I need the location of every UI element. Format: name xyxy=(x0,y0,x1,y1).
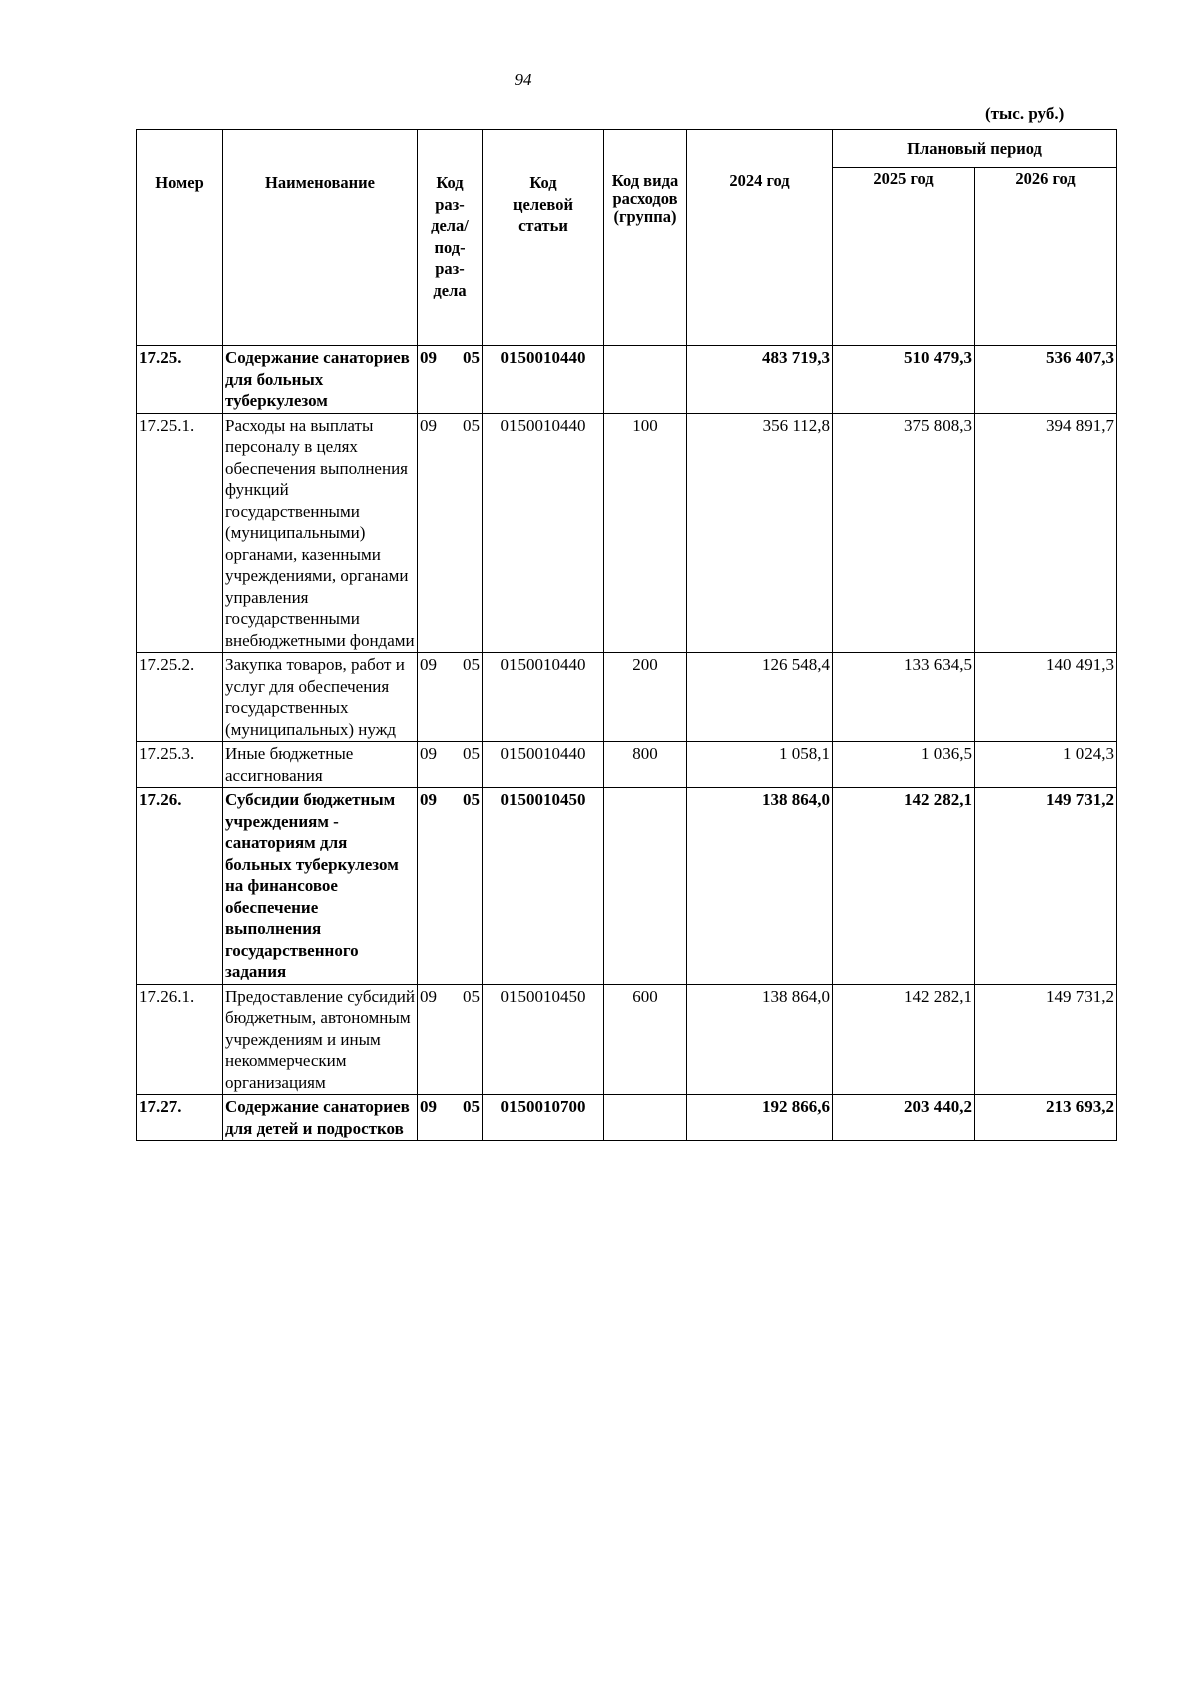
row-podrazdel: 05 xyxy=(463,348,480,367)
row-podrazdel: 05 xyxy=(463,655,480,674)
row-podrazdel: 05 xyxy=(463,986,480,1006)
row-section-code xyxy=(418,984,483,1095)
row-name: Расходы на выплаты персоналу в целях обеспечения выполнения функций государственными (муниципальными) органами, казенными учреждениями, органами управления государственными внебюджетными фондами xyxy=(223,413,418,653)
page-number: 94 xyxy=(514,70,532,89)
row-value-2025: 142 282,1 xyxy=(833,984,975,1095)
row-value-2025: 375 808,3 xyxy=(833,413,975,653)
row-target-code: 0150010440 xyxy=(483,742,604,788)
table-row xyxy=(137,788,1117,985)
table-row xyxy=(137,742,1117,788)
row-expense-type xyxy=(604,1095,687,1141)
row-value-2025: 133 634,5 xyxy=(833,653,975,742)
header-nomer: Номер xyxy=(137,130,223,346)
row-expense-type xyxy=(604,346,687,414)
header-target-text: Код целевой статьи xyxy=(513,173,573,235)
row-expense-type: 600 xyxy=(604,984,687,1095)
table-body xyxy=(137,346,1117,1141)
row-razdel: 09 xyxy=(420,348,437,367)
row-section-code xyxy=(418,653,483,742)
table-row xyxy=(137,413,1117,653)
row-value-2026: 1 024,3 xyxy=(975,742,1117,788)
row-target-code: 0150010440 xyxy=(483,413,604,653)
row-podrazdel: 05 xyxy=(463,744,480,763)
row-number: 17.25.3. xyxy=(137,742,223,788)
row-value-2026: 140 491,3 xyxy=(975,653,1117,742)
row-podrazdel: 05 xyxy=(463,790,480,809)
row-number: 17.25. xyxy=(137,346,223,414)
header-plan-period: Плановый период xyxy=(833,130,1117,168)
row-value-2024: 126 548,4 xyxy=(687,653,833,742)
header-target xyxy=(483,130,604,346)
row-value-2025: 510 479,3 xyxy=(833,346,975,414)
row-expense-type xyxy=(604,788,687,985)
row-value-2026: 536 407,3 xyxy=(975,346,1117,414)
row-section-code xyxy=(418,742,483,788)
row-section-code xyxy=(418,1095,483,1141)
row-razdel: 09 xyxy=(420,655,437,674)
row-target-code: 0150010440 xyxy=(483,346,604,414)
row-value-2025: 142 282,1 xyxy=(833,788,975,985)
row-target-code: 0150010440 xyxy=(483,653,604,742)
row-expense-type: 800 xyxy=(604,742,687,788)
header-2025: 2025 год xyxy=(833,168,975,346)
row-name: Предоставление субсидий бюджетным, автономным учреждениям и иным некоммерческим организациям xyxy=(223,984,418,1095)
row-value-2024: 1 058,1 xyxy=(687,742,833,788)
row-value-2026: 213 693,2 xyxy=(975,1095,1117,1141)
row-number: 17.26.1. xyxy=(137,984,223,1095)
row-number: 17.25.1. xyxy=(137,413,223,653)
row-value-2024: 192 866,6 xyxy=(687,1095,833,1141)
row-value-2025: 203 440,2 xyxy=(833,1095,975,1141)
row-razdel: 09 xyxy=(420,415,437,435)
header-2026: 2026 год xyxy=(975,168,1117,346)
row-expense-type: 200 xyxy=(604,653,687,742)
row-name: Иные бюджетные ассигнования xyxy=(223,742,418,788)
row-podrazdel: 05 xyxy=(463,415,480,435)
units-label: (тыс. руб.) xyxy=(985,104,1065,123)
row-value-2024: 483 719,3 xyxy=(687,346,833,414)
row-number: 17.26. xyxy=(137,788,223,985)
row-value-2026: 394 891,7 xyxy=(975,413,1117,653)
row-number: 17.25.2. xyxy=(137,653,223,742)
row-value-2026: 149 731,2 xyxy=(975,788,1117,985)
table-row xyxy=(137,346,1117,414)
row-target-code: 0150010450 xyxy=(483,788,604,985)
table-row xyxy=(137,1095,1117,1141)
row-value-2024: 138 864,0 xyxy=(687,788,833,985)
row-razdel: 09 xyxy=(420,986,437,1006)
row-razdel: 09 xyxy=(420,1097,437,1116)
row-value-2024: 356 112,8 xyxy=(687,413,833,653)
row-target-code: 0150010700 xyxy=(483,1095,604,1141)
row-number: 17.27. xyxy=(137,1095,223,1141)
row-name: Содержание санаториев для больных туберкулезом xyxy=(223,346,418,414)
row-value-2024: 138 864,0 xyxy=(687,984,833,1095)
row-target-code: 0150010450 xyxy=(483,984,604,1095)
row-section-code xyxy=(418,788,483,985)
row-podrazdel: 05 xyxy=(463,1097,480,1116)
header-expense-type: Код вида расходов (группа) xyxy=(604,130,687,346)
row-value-2026: 149 731,2 xyxy=(975,984,1117,1095)
row-expense-type: 100 xyxy=(604,413,687,653)
row-razdel: 09 xyxy=(420,744,437,763)
row-razdel: 09 xyxy=(420,790,437,809)
header-2024: 2024 год xyxy=(687,130,833,346)
header-name: Наименование xyxy=(223,130,418,346)
table-row xyxy=(137,653,1117,742)
row-name: Субсидии бюджетным учреждениям - санаториям для больных туберкулезом на финансовое обеспечение выполнения государственного задания xyxy=(223,788,418,985)
table-row xyxy=(137,984,1117,1095)
budget-table xyxy=(136,129,1117,1141)
header-section xyxy=(418,130,483,346)
row-name: Содержание санаториев для детей и подростков xyxy=(223,1095,418,1141)
row-section-code xyxy=(418,413,483,653)
row-value-2025: 1 036,5 xyxy=(833,742,975,788)
header-section-text: Код раз-дела/ под-раз-дела xyxy=(431,173,469,300)
row-name: Закупка товаров, работ и услуг для обеспечения государственных (муниципальных) нужд xyxy=(223,653,418,742)
row-section-code xyxy=(418,346,483,414)
